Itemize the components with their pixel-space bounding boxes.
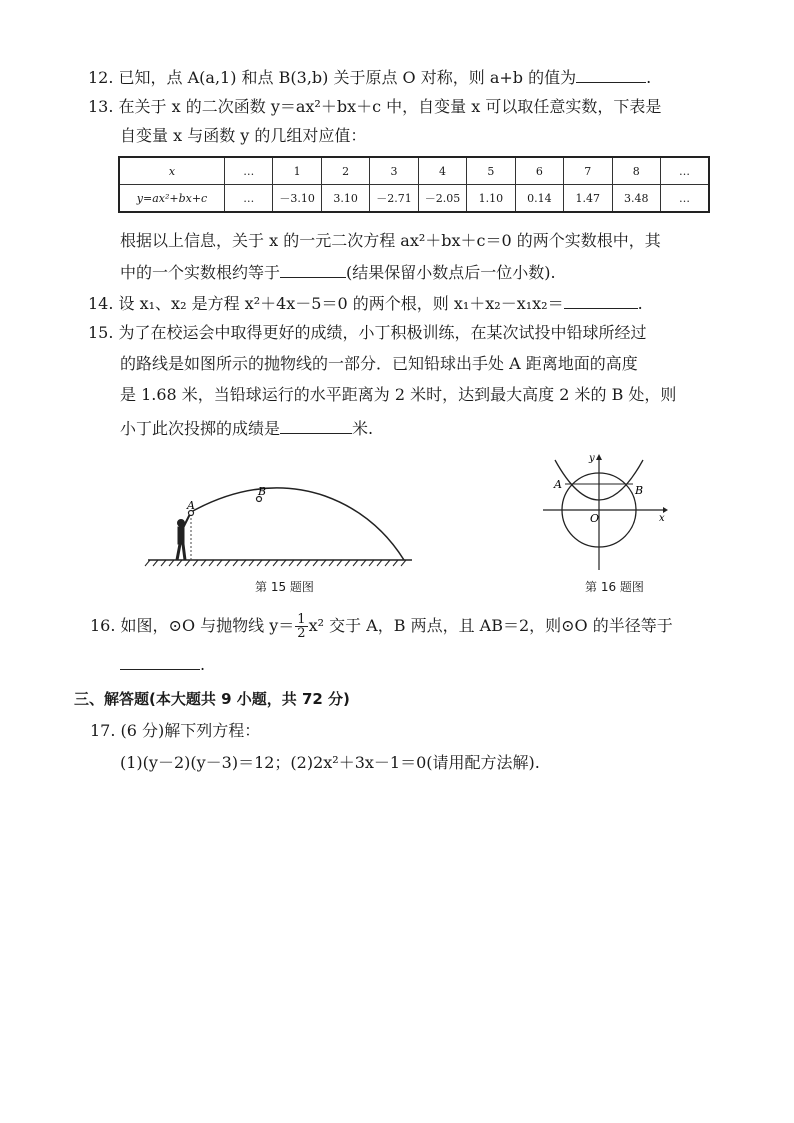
figure-16-caption: 第 16 题图 <box>585 580 644 594</box>
table-cell: … <box>660 185 709 213</box>
figure-16 <box>535 450 675 578</box>
fraction-denominator: 2 <box>297 626 306 641</box>
question-12 <box>88 64 651 90</box>
q12-end: . <box>646 68 652 87</box>
y-axis-arrow <box>596 454 602 460</box>
q14-text: 14. 设 x₁、x₂ 是方程 x²＋4x－5＝0 的两个根，则 x₁＋x₂－x₁x₂＝ <box>88 294 564 313</box>
q13-line-4-text: 中的一个实数根约等于 <box>120 263 281 282</box>
table-row-y <box>119 185 709 213</box>
label-y: y <box>589 453 595 464</box>
q15-line-4-text: 小丁此次投掷的成绩是 <box>120 419 281 438</box>
q13-line-1: 13. 在关于 x 的二次函数 y＝ax²＋bx＋c 中，自变量 x 可以取任意实数，下表是 <box>88 97 662 116</box>
q17-line-1: 17. (6 分)解下列方程： <box>90 721 261 740</box>
table-cell: 2 <box>321 157 369 185</box>
answer-blank-13[interactable] <box>280 259 346 278</box>
q15-line-2: 的路线是如图所示的抛物线的一部分．已知铅球出手处 A 距离地面的高度 <box>120 354 638 373</box>
table-cell: 1.10 <box>467 185 515 213</box>
label-o: O <box>590 512 600 525</box>
label-x: x <box>659 513 665 524</box>
label-a: A <box>187 499 195 512</box>
q13-line-4-note: (结果保留小数点后一位小数). <box>346 263 556 282</box>
question-16 <box>90 611 673 641</box>
thrower-figure <box>177 514 190 560</box>
fraction-numerator: 1 <box>297 612 306 627</box>
q16-text-rest: x² 交于 A，B 两点，且 AB＝2，则⊙O 的半径等于 <box>308 616 673 635</box>
q16-text: 16. 如图，⊙O 与抛物线 y＝ <box>90 616 295 635</box>
q15-line-1: 15. 为了在校运会中取得更好的成绩，小丁积极训练，在某次试投中铅球所经过 <box>88 323 647 342</box>
q13-line-4 <box>120 259 556 285</box>
label-a: A <box>554 478 562 491</box>
table-cell: 4 <box>418 157 466 185</box>
q13-line-3: 根据以上信息，关于 x 的一元二次方程 ax²＋bx＋c＝0 的两个实数根中，其 <box>120 231 661 250</box>
table-cell: 1 <box>273 157 321 185</box>
figure-15-caption: 第 15 题图 <box>255 580 314 594</box>
table-cell: 7 <box>564 157 612 185</box>
q13-line-2: 自变量 x 与函数 y 的几组对应值： <box>120 126 367 145</box>
answer-blank-12[interactable] <box>576 64 646 83</box>
answer-blank-16[interactable] <box>120 651 200 670</box>
label-b: B <box>635 484 644 497</box>
ground-hatching <box>145 560 406 566</box>
table-cell: 3 <box>370 157 418 185</box>
value-table <box>118 156 710 213</box>
table-cell: 3.10 <box>321 185 369 213</box>
table-cell: 1.47 <box>564 185 612 213</box>
table-cell: … <box>225 157 273 185</box>
q16-end: . <box>200 655 206 674</box>
q16-line-2 <box>120 651 205 677</box>
table-cell: －3.10 <box>273 185 321 213</box>
table-cell: 8 <box>612 157 660 185</box>
table-cell: … <box>225 185 273 213</box>
label-b: B <box>258 485 267 498</box>
table-cell: －2.05 <box>418 185 466 213</box>
answer-blank-15[interactable] <box>280 415 352 434</box>
table-row-x <box>119 157 709 185</box>
table-header-y: y=ax²+bx+c <box>119 185 225 213</box>
section-3-heading: 三、解答题(本大题共 9 小题，共 72 分) <box>74 690 350 708</box>
table-cell: 3.48 <box>612 185 660 213</box>
q15-line-3: 是 1.68 米，当铅球运行的水平距离为 2 米时，达到最大高度 2 米的 B 处，则 <box>120 385 677 404</box>
q17-line-2: (1)(y－2)(y－3)＝12；(2)2x²＋3x－1＝0(请用配方法解). <box>120 753 540 772</box>
table-cell: 6 <box>515 157 563 185</box>
trajectory-parabola <box>191 488 404 560</box>
figure-15 <box>140 478 425 570</box>
q15-unit: 米. <box>352 419 374 438</box>
q15-line-4 <box>120 415 373 441</box>
fraction-one-half <box>295 613 307 640</box>
question-14 <box>88 290 643 316</box>
answer-blank-14[interactable] <box>564 290 638 309</box>
q12-text: 12. 已知，点 A(a,1) 和点 B(3,b) 关于原点 O 对称，则 a+b 的值为 <box>88 68 577 87</box>
table-cell: 0.14 <box>515 185 563 213</box>
table-cell: 5 <box>467 157 515 185</box>
table-cell: … <box>660 157 709 185</box>
q14-end: . <box>637 294 643 313</box>
table-header-x: x <box>119 157 225 185</box>
table-cell: －2.71 <box>370 185 418 213</box>
